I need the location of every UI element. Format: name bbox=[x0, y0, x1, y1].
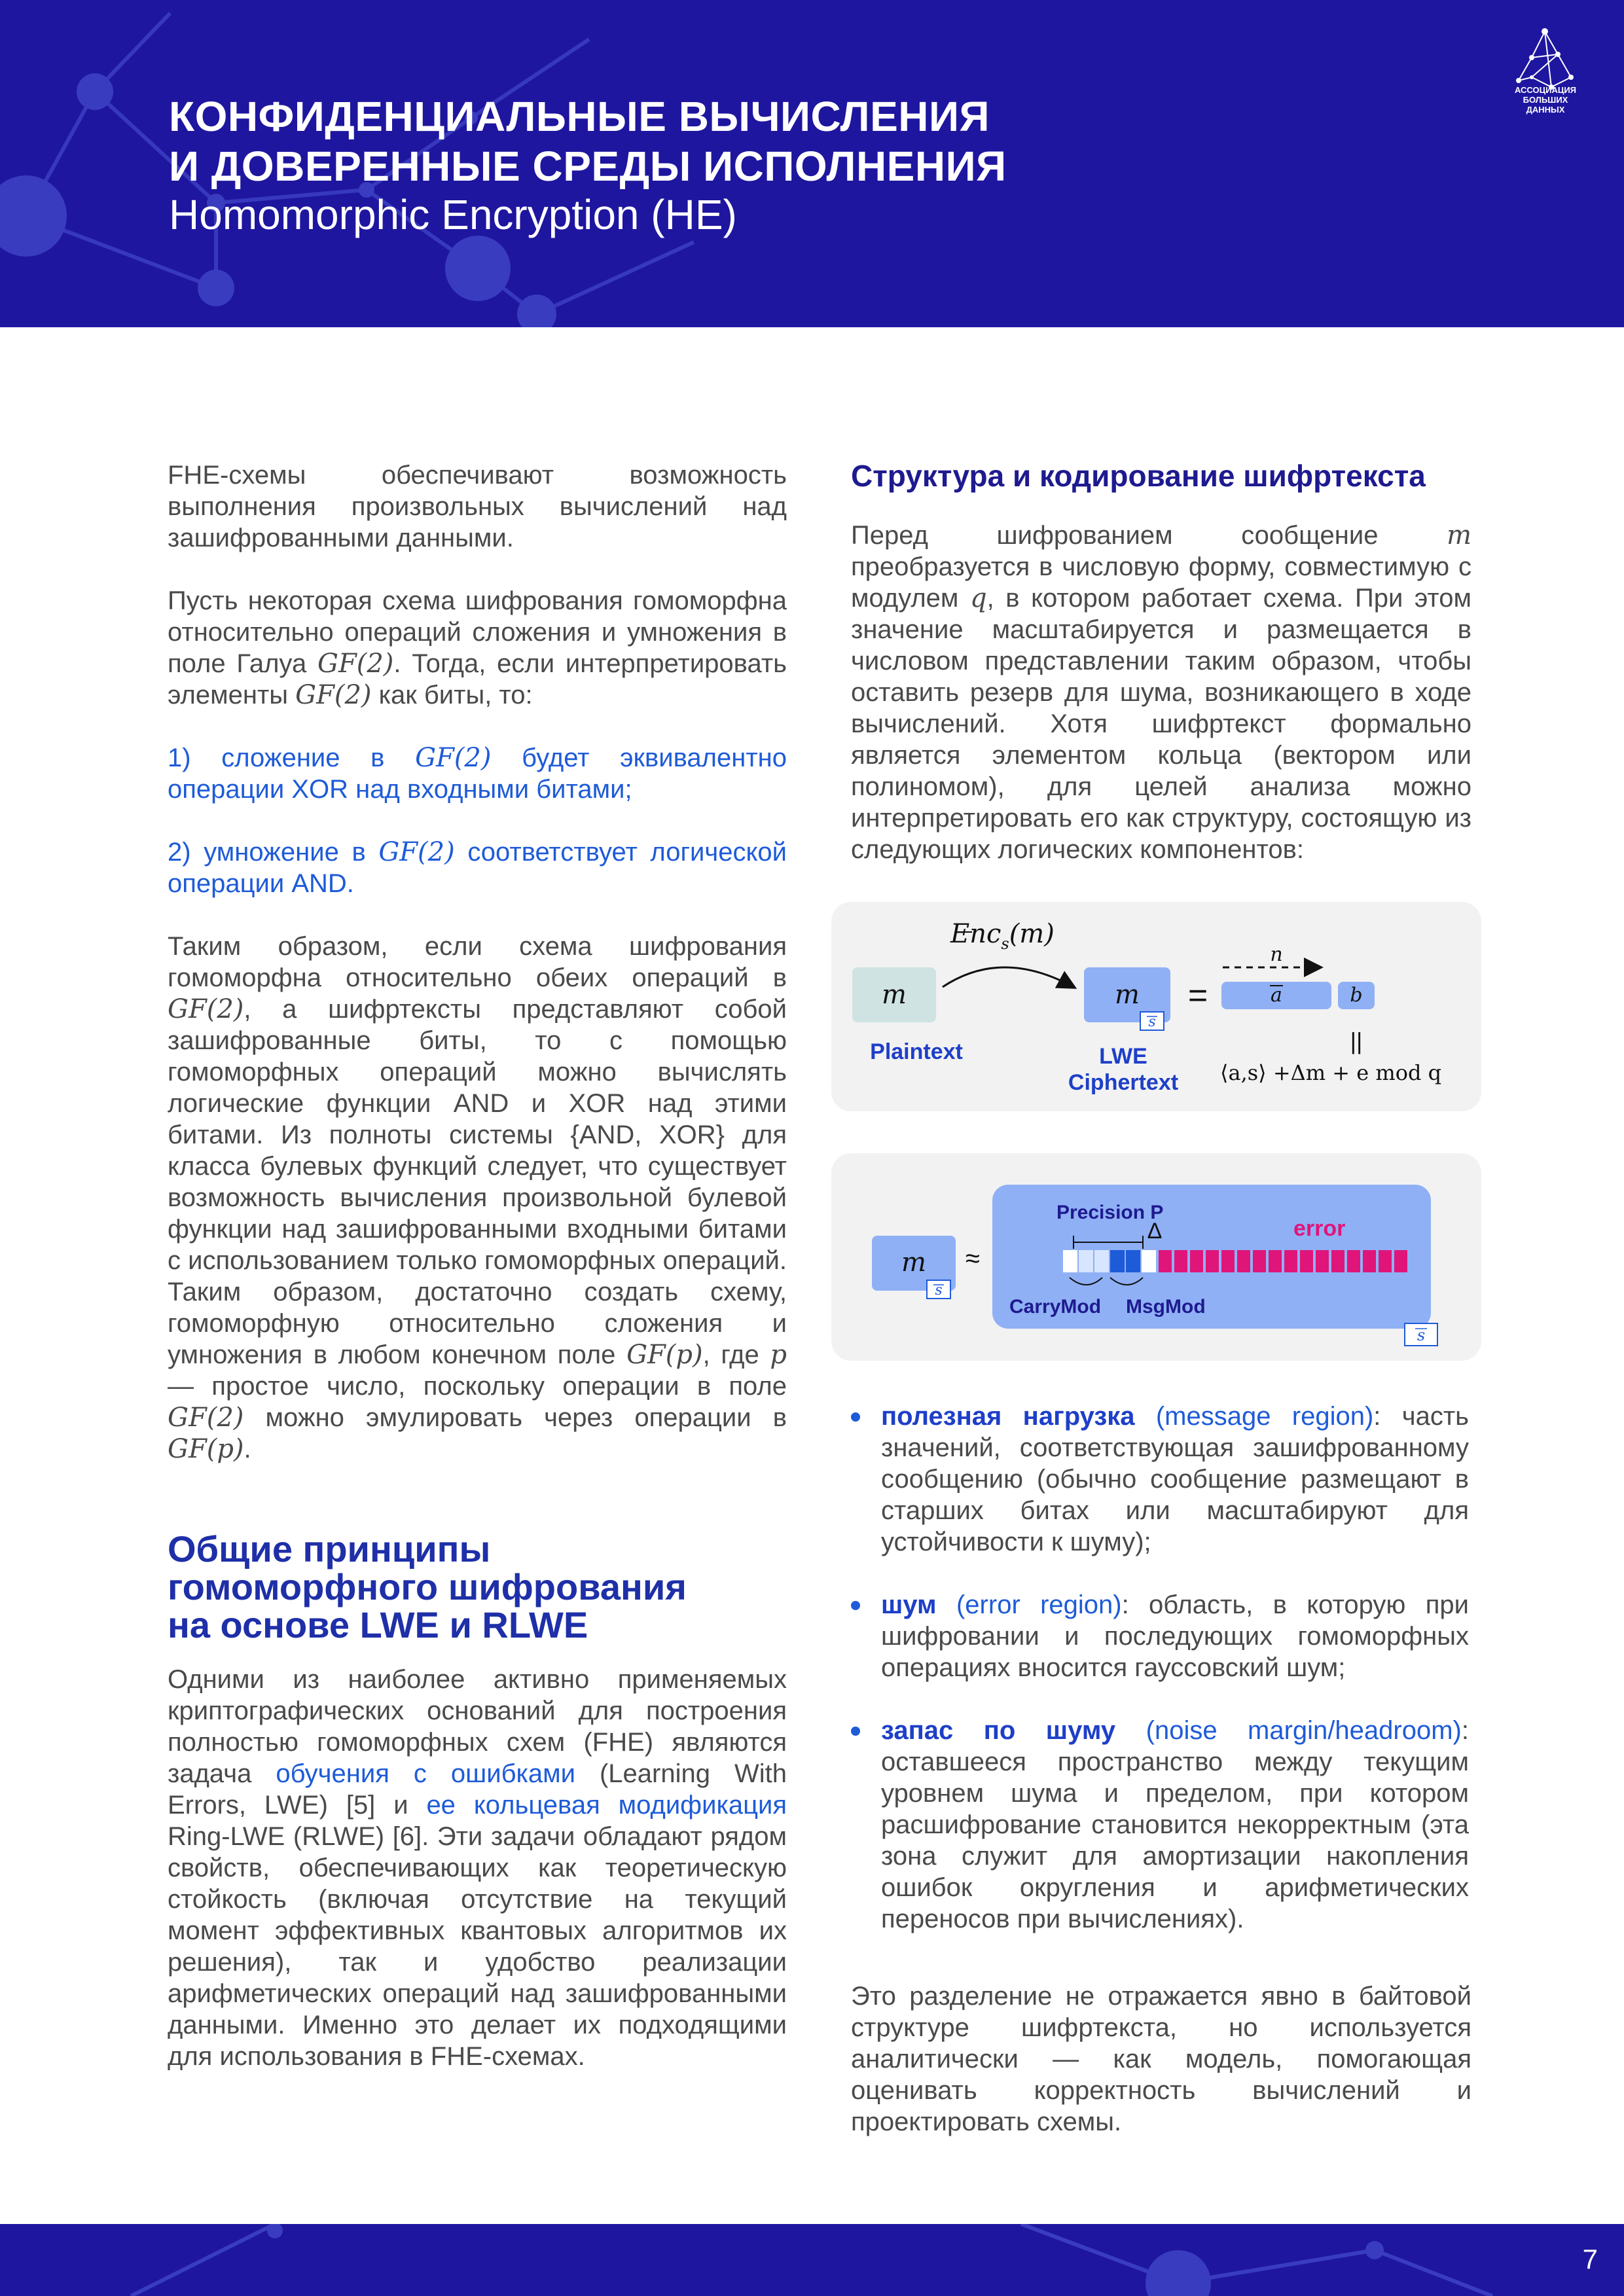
svg-text:||: || bbox=[1350, 1028, 1363, 1054]
section-heading-structure: Структура и кодирование шифртекста bbox=[851, 459, 1426, 493]
list-item-addition: 1) сложение в GF(2) будет эквивалентно операции XOR над входными битами; bbox=[168, 743, 787, 804]
figure-precision-layout bbox=[831, 1153, 1481, 1361]
paragraph-encoding: Перед шифрованием сообщение m преобразуется в числовую форму, совместимую с модулем q, в котором работает схема. При этом значение масштабируется и размещается в числовом представлении таким образом, чтобы оставить резерв для шума, возникающего в ходе вычислений. Хотя шифртекст формально является элементом кольца (вектором или полиномом), для целей анализа можно интерпретировать его как структуру, состоящую из следующих логических компонентов: bbox=[851, 520, 1471, 864]
error-bit bbox=[1379, 1250, 1392, 1272]
msgmod-label: MsgMod bbox=[1126, 1296, 1206, 1318]
precision-label: Precision P bbox=[1056, 1202, 1164, 1223]
error-bit bbox=[1174, 1250, 1187, 1272]
svg-text:s: s bbox=[935, 1282, 943, 1299]
error-bit bbox=[1363, 1250, 1376, 1272]
error-bit bbox=[1331, 1250, 1344, 1272]
error-bit bbox=[1347, 1250, 1360, 1272]
figure-lwe-ciphertext bbox=[831, 902, 1481, 1111]
left-column bbox=[168, 459, 787, 2072]
error-bit bbox=[1221, 1250, 1235, 1272]
ciphertext-label: Ciphertext bbox=[1068, 1070, 1179, 1095]
bullet-list bbox=[848, 1401, 1469, 1935]
bullet-error-region: шум (error region): область, в которую при шифровании и последующих гомоморфных операциях вносится гауссовский шум; bbox=[848, 1589, 1469, 1683]
error-bit bbox=[1269, 1250, 1282, 1272]
header-banner bbox=[0, 0, 1624, 327]
error-bit bbox=[1394, 1250, 1407, 1272]
error-bit bbox=[1284, 1250, 1297, 1272]
lwe-label: LWE bbox=[1099, 1044, 1147, 1069]
approx-sign: ≈ bbox=[965, 1244, 980, 1273]
error-label: error bbox=[1293, 1216, 1346, 1241]
svg-text:s: s bbox=[1416, 1326, 1426, 1344]
link-lwe[interactable]: обучения с ошибками bbox=[276, 1759, 575, 1788]
error-bit bbox=[1159, 1250, 1172, 1272]
svg-text:s: s bbox=[1148, 1014, 1156, 1030]
svg-text:n: n bbox=[1270, 943, 1283, 966]
message-bits bbox=[1110, 1250, 1156, 1272]
svg-text:b: b bbox=[1350, 984, 1363, 1007]
page-number: 7 bbox=[1582, 2244, 1598, 2274]
right-column bbox=[851, 458, 1471, 865]
error-bit bbox=[1190, 1250, 1203, 1272]
error-bit bbox=[1253, 1250, 1266, 1272]
ciphertext-m: m bbox=[1115, 980, 1140, 1010]
error-bit bbox=[1316, 1250, 1329, 1272]
paragraph-fhe-intro: FHE-схемы обеспечивают возможность выполнения произвольных вычислений над зашифрованными данными. bbox=[168, 461, 787, 552]
link-rlwe[interactable]: ее кольцевая модификация bbox=[426, 1791, 787, 1820]
paragraph-galois: Пусть некоторая схема шифрования гомоморфна относительно операций сложения и умножения в поле Галуа GF(2). Тогда, если интерпретировать элементы GF(2) как биты, то: bbox=[168, 586, 787, 710]
error-bit bbox=[1237, 1250, 1250, 1272]
encrypt-arrow bbox=[943, 967, 1074, 987]
delta-label: Δ bbox=[1147, 1219, 1163, 1244]
svg-text:a: a bbox=[1271, 984, 1282, 1007]
footer-banner bbox=[0, 2224, 1624, 2296]
error-bit bbox=[1206, 1250, 1219, 1272]
lwe-formula: ⟨a,s⟩ +Δm + e mod q bbox=[1220, 1060, 1442, 1085]
footer-network-decoration bbox=[0, 2224, 1624, 2296]
plaintext-m: m bbox=[882, 980, 907, 1010]
page-subtitle: Homomorphic Encryption (HE) bbox=[169, 191, 737, 238]
equals-sign: = bbox=[1187, 977, 1208, 1014]
plaintext-label: Plaintext bbox=[870, 1039, 963, 1064]
section-heading-lwe: Общие принципы гомоморфного шифрования на основе LWE и RLWE bbox=[168, 1528, 687, 1645]
closing-paragraph-block bbox=[851, 1981, 1471, 2138]
list-item-multiplication: 2) умножение в GF(2) соответствует логической операции AND. bbox=[168, 837, 787, 898]
paragraph-lwe: Одними из наиболее активно применяемых криптографических оснований для построения полностью гомоморфных схем (FHE) являются задача обучения с ошибками (Learning With Errors, LWE) [5] и ее кольцевая модификация Ring-LWE (RLWE) [6]. Эти задачи обладают рядом свойств, обеспечивающих как теоретическую стойкость (включая отсутствие на текущий момент эффективных квантовых алгоритмов их решения), так и удобство реализации арифметических операций над зашифрованными данными. Именно это делает их подходящими для использования в FHE-схемах. bbox=[168, 1665, 787, 2071]
carrymod-label: CarryMod bbox=[1009, 1296, 1102, 1318]
page-title: КОНФИДЕНЦИАЛЬНЫЕ ВЫЧИСЛЕНИЯ И ДОВЕРЕННЫЕ СРЕДЫ ИСПОЛНЕНИЯ bbox=[169, 93, 1007, 190]
bullet-message-region: полезная нагрузка (message region): часть значений, соответствующая зашифрованному сообщению (обычно сообщение размещают в старших битах или масштабируют для устойчивости к шуму); bbox=[848, 1401, 1469, 1558]
carry-bits bbox=[1063, 1250, 1109, 1272]
logo-caption: АССОЦИАЦИЯ БОЛЬШИХ ДАННЫХ bbox=[1514, 85, 1577, 115]
error-bit bbox=[1300, 1250, 1313, 1272]
enc-label: Enc$_s$(m) bbox=[950, 919, 1055, 953]
svg-text:m: m bbox=[901, 1247, 926, 1278]
paragraph-completeness: Таким образом, если схема шифрования гомоморфна относительно обеих операций в GF(2), а шифртексты представляют собой зашифрованные биты, то с помощью гомоморфных операций можно вычислять логические функции AND и XOR над этими битами. Из полноты системы {AND, XOR} для класса булевых функций следует, что существует возможность вычисления произвольной булевой функции над зашифрованными входными битами с использованием только гомоморфных операций. Таким образом, достаточно создать схему, гомоморфную относительно сложения и умножения в любом конечном поле GF(p), где p — простое число, поскольку операции в поле GF(2) можно эмулировать через операции в GF(p). bbox=[168, 932, 787, 1464]
paragraph-closing: Это разделение не отражается явно в байтовой структуре шифртекста, но используется аналитически — как модель, помогающая оценивать корректность вычислений и проектировать схемы. bbox=[851, 1982, 1471, 2136]
bullet-noise-margin: запас по шуму (noise margin/headroom): оставшееся пространство между текущим уровнем шума и пределом, при котором расшифрование становится некорректным (эта зона служит для амортизации накопления ошибок округления и арифметических переносов при вычислениях). bbox=[848, 1715, 1469, 1935]
